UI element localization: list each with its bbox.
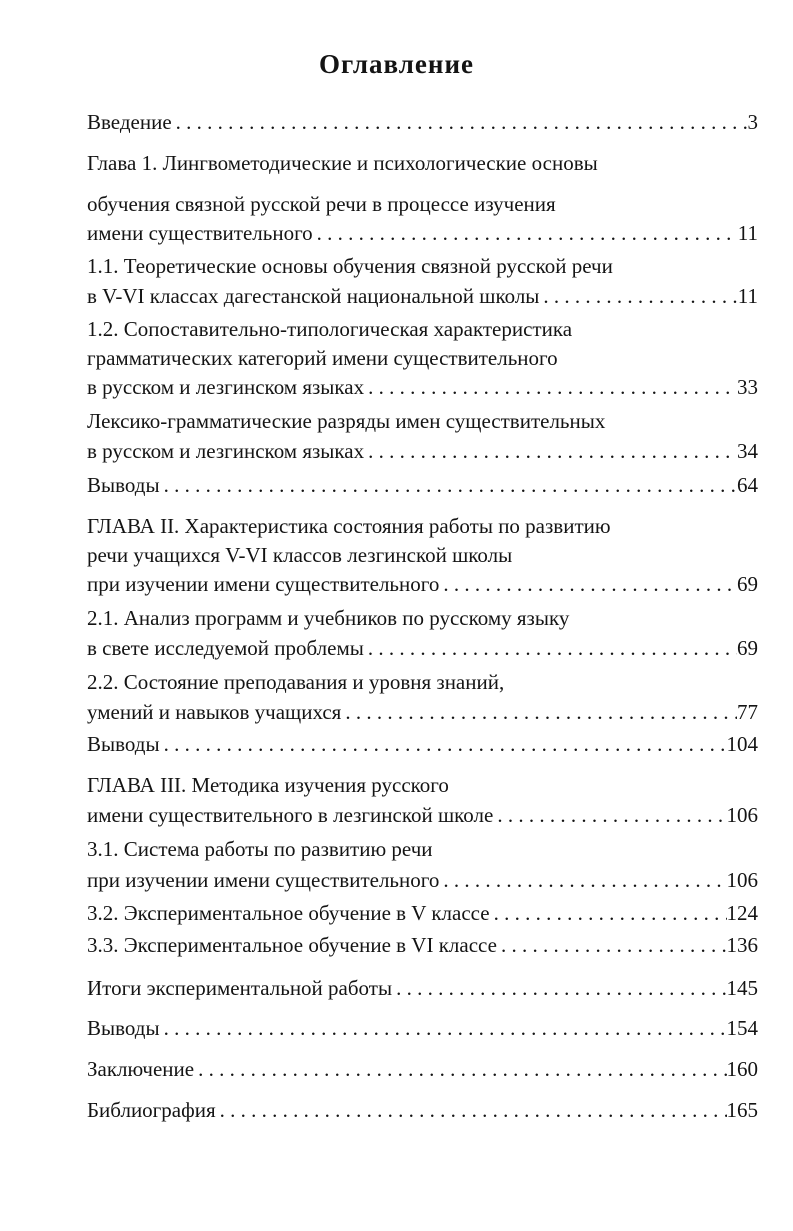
toc-entry-text: 3.3. Экспериментальное обучение в VI классе [87, 933, 497, 957]
toc-entry-chapter-2-line-2: речи учащихся V-VI классов лезгинской школы [87, 543, 513, 567]
toc-entry-text: Заключение [87, 1057, 195, 1081]
toc-entry-1-1 [87, 281, 758, 311]
dot-leader [439, 569, 737, 599]
dot-leader [364, 633, 737, 663]
toc-entry-text: имени существительного в лезгинской школе [87, 803, 494, 827]
toc-page-number: 136 [726, 933, 758, 957]
toc-entry-text: имени существительного [87, 221, 313, 245]
toc-page-number: 165 [726, 1098, 758, 1122]
toc-page-number: 11 [737, 284, 758, 308]
toc-page-number: 106 [726, 803, 758, 827]
toc-entry-bibliography [87, 1095, 758, 1125]
dot-leader [160, 1013, 727, 1043]
toc-entry-results [87, 973, 758, 1003]
toc-entry-2-1-line-1: 2.1. Анализ программ и учебников по русскому языку [87, 606, 570, 630]
toc-entry-chapter-1 [87, 218, 758, 248]
toc-page-number: 104 [726, 732, 758, 756]
toc-entry-3-2 [87, 898, 758, 928]
toc-entry-2-1 [87, 633, 758, 663]
toc-entry-final-conclusion [87, 1054, 758, 1084]
toc-entry-1-2-line-1: 1.2. Сопоставительно-типологическая характеристика [87, 317, 573, 341]
toc-page-number: 69 [737, 572, 758, 596]
dot-leader [497, 930, 727, 960]
toc-entry-text: умений и навыков учащихся [87, 700, 342, 724]
page-title: Оглавление [319, 49, 474, 79]
toc-page-number: 106 [726, 868, 758, 892]
toc-page-number: 77 [737, 700, 758, 724]
toc-entry-text: при изучении имени существительного [87, 868, 440, 892]
toc-page-number: 3 [747, 110, 758, 134]
toc-entry-text: в свете исследуемой проблемы [87, 636, 364, 660]
toc-entry-conclusions-3 [87, 1013, 758, 1043]
toc-page-number: 69 [737, 636, 758, 660]
dot-leader [490, 898, 727, 928]
toc-entry-chapter-3 [87, 800, 758, 830]
dot-leader [493, 800, 726, 830]
dot-leader [160, 729, 727, 759]
dot-leader [194, 1054, 726, 1084]
toc-page-number: 160 [726, 1057, 758, 1081]
toc-entry-1-2 [87, 372, 758, 402]
dot-leader [392, 973, 726, 1003]
toc-entry-3-1 [87, 865, 758, 895]
toc-page-number: 34 [737, 439, 758, 463]
toc-entry-chapter-3-line-1: ГЛАВА III. Методика изучения русского [87, 773, 449, 797]
toc-entry-text: в русском и лезгинском языках [87, 439, 365, 463]
dot-leader [341, 697, 737, 727]
toc-entry-3-1-line-1: 3.1. Система работы по развитию речи [87, 837, 433, 861]
toc-page-number: 154 [726, 1016, 758, 1040]
dot-leader [364, 436, 737, 466]
toc-entry-text: 3.2. Экспериментальное обучение в V классе [87, 901, 490, 925]
toc-entry-2-2 [87, 697, 758, 727]
toc-entry-chapter-1-line-2: обучения связной русской речи в процессе изучения [87, 192, 556, 216]
toc-entry-1-2-line-2: грамматических категорий имени существительного [87, 346, 558, 370]
toc-entry-text: в V-VI классах дагестанской национальной школы [87, 284, 540, 308]
dot-leader [216, 1095, 727, 1125]
toc-entry-text: Выводы [87, 473, 160, 497]
toc-page-number: 124 [726, 901, 758, 925]
toc-entry-2-2-line-1: 2.2. Состояние преподавания и уровня знаний, [87, 670, 505, 694]
dot-leader [160, 470, 737, 500]
toc-entry-lexical-line-1: Лексико-грамматические разряды имен существительных [87, 409, 606, 433]
toc-entry-chapter-1-line-1: Глава 1. Лингвометодические и психологические основы [87, 151, 598, 175]
toc-entry-lexical [87, 436, 758, 466]
toc-entry-conclusions-2 [87, 729, 758, 759]
dot-leader [439, 865, 726, 895]
toc-page-number: 33 [737, 375, 758, 399]
toc-page-number: 11 [737, 221, 758, 245]
toc-entry-chapter-2-line-1: ГЛАВА II. Характеристика состояния работы по развитию [87, 514, 611, 538]
toc-entry-text: Выводы [87, 1016, 160, 1040]
toc-entry-text: Введение [87, 110, 172, 134]
toc-entry-text: Итоги экспериментальной работы [87, 976, 393, 1000]
dot-leader [172, 107, 748, 137]
dot-leader [313, 218, 738, 248]
toc-entry-introduction [87, 107, 758, 137]
toc-entry-text: Выводы [87, 732, 160, 756]
toc-page-number: 145 [726, 976, 758, 1000]
toc-entry-conclusions-1 [87, 470, 758, 500]
toc-entry-3-3 [87, 930, 758, 960]
toc-page-number: 64 [737, 473, 758, 497]
toc-entry-text: при изучении имени существительного [87, 572, 440, 596]
toc-entry-chapter-2 [87, 569, 758, 599]
dot-leader [539, 281, 737, 311]
toc-entry-text: в русском и лезгинском языках [87, 375, 365, 399]
toc-entry-1-1-line-1: 1.1. Теоретические основы обучения связной русской речи [87, 254, 613, 278]
toc-entry-text: Библиография [87, 1098, 216, 1122]
dot-leader [364, 372, 737, 402]
